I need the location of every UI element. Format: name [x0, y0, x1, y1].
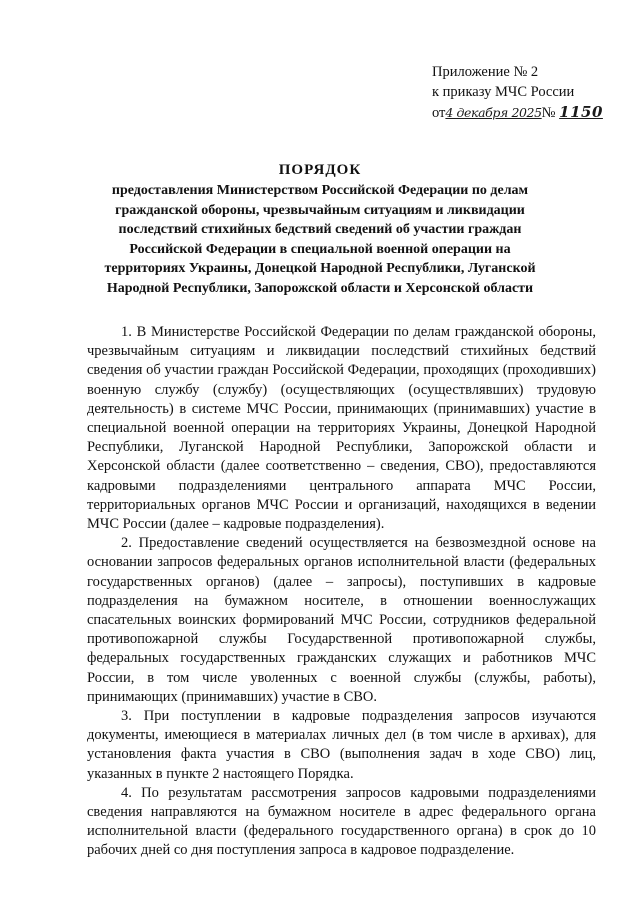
appendix-number: Приложение № 2 [432, 64, 539, 80]
paragraph-1: 1. В Министерстве Российской Федерации по делам гражданской обороны, чрезвычайным ситуациям и ликвидации последствий стихийных бедствий сведения об участии граждан Российской Федерации, проходящих (проходивших) военную службу (службу) (осуществляющих (осуществлявших) трудовую деятельность) в системе МЧС России, принимающих (принимавших) участие в специальной военной операции на территориях Украины, Донецкой Народной Республики, Луганской Народной Республики, Запорожской области и Херсонской области (далее соответственно – сведения, СВО), предоставляются кадровыми подразделениями центрального аппарата МЧС России, территориальных органов МЧС России и организаций, находящихся в ведении МЧС России (далее – кадровые подразделения). [87, 324, 596, 533]
paragraph-4: 4. По результатам рассмотрения запросов кадровыми подразделениями сведения направляются на бумажном носителе в адрес федерального органа исполнительной власти (федерального государственного органа) в срок до 10 рабочих дней со дня поступления запроса в кадровое подразделение. [87, 784, 596, 859]
document-body [87, 323, 596, 861]
handwritten-date: 4 декабря 2025 [445, 105, 542, 120]
appendix-order-reference: к приказу МЧС России [432, 84, 575, 100]
document-heading: ПОРЯДОК [278, 162, 362, 178]
paragraph-3: 3. При поступлении в кадровые подразделения запросов изучаются документы, имеющиеся в материалах личных дел (в том числе в архивах), для установления факта участия в СВО (выполнения задач в ходе СВО) лиц, указанных в пункте 2 настоящего Порядка. [87, 708, 596, 782]
document-title-block [100, 160, 540, 299]
handwritten-order-number: 1150 [559, 103, 603, 121]
document-subtitle: предоставления Министерством Российской Федерации по делам гражданской обороны, чрезвычайным ситуациям и ликвидации последствий стихийных бедствий сведений об участии граждан Российской Федерации в специальной военной операции на территориях Украины, Донецкой Народной Республики, Луганской Народной Республики, Запорожской области и Херсонской области [104, 183, 536, 296]
from-label: от [432, 105, 446, 121]
paragraph-2: 2. Предоставление сведений осуществляется на безвозмездной основе на основании запросов федеральных органов исполнительной власти (федеральных государственных органов) (далее – запросы), поступивших в кадровые подразделения на бумажном носителе, в отношении военнослужащих спасательных воинских формирований МЧС России, сотрудников федеральной противопожарной службы Государственной противопожарной службы, федеральных государственных гражданских служащих и работников МЧС России, в том числе уволенных с военной службы (службы, работы), принимающих (принимавших) участие в СВО. [87, 535, 596, 705]
order-date-number-line [432, 102, 603, 123]
appendix-header [432, 62, 603, 123]
number-sign: № [541, 105, 556, 121]
